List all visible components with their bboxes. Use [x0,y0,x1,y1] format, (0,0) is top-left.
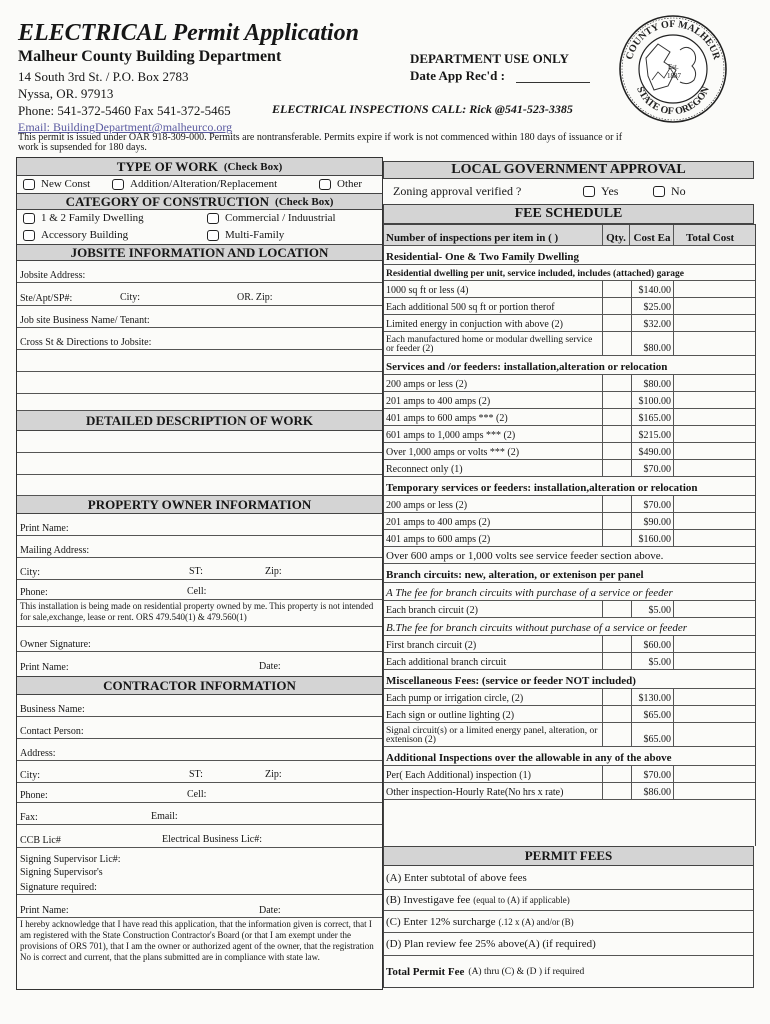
fee-qty-input[interactable] [602,332,632,355]
fee-description: Signal circuit(s) or a limited energy panel, alteration, or extenison (2) [386,726,598,745]
fee-qty-input[interactable] [602,601,632,617]
fee-price: $65.00 [643,734,671,745]
fee-description: 401 amps to 600 amps (2) [386,534,491,545]
col-qty-header: Qty. [602,225,630,245]
checkbox-icon[interactable] [207,230,219,241]
owner-print-row[interactable]: Print Name: Date: [20,661,281,673]
fee-qty-input[interactable] [602,281,632,297]
fee-row-item[interactable] [384,601,755,618]
type-of-work-heading: TYPE OF WORK (Check Box) [17,158,382,176]
fee-description: Over 600 amps or 1,000 volts see service feeder section above. [386,550,664,562]
fee-description: Each sign or outline lighting (2) [386,710,515,721]
fee-price: $32.00 [643,319,671,330]
fee-row-ital [384,618,755,636]
fee-qty-input[interactable] [602,636,632,652]
fee-description: 1000 sq ft or less (4) [386,285,469,296]
fee-total-input[interactable] [673,653,675,669]
cross-street-field[interactable]: Cross St & Directions to Jobsite: [17,328,382,350]
fee-price: $65.00 [643,710,671,721]
fee-price: $5.00 [648,605,671,616]
description-line[interactable] [17,475,382,496]
fee-qty-input[interactable] [602,689,632,705]
checkbox-new-const[interactable]: New Const [23,178,90,190]
fee-row-section [384,246,755,265]
fee-schedule-heading: FEE SCHEDULE [383,204,754,224]
department-name: Malheur County Building Department [18,48,282,65]
fee-price: $90.00 [643,517,671,528]
fee-description: First branch circuit (2) [386,640,477,651]
fee-description: 201 amps to 400 amps (2) [386,396,491,407]
fee-description: Other inspection-Hourly Rate(No hrs x rate) [386,787,564,798]
owner-heading: PROPERTY OWNER INFORMATION [17,496,382,514]
owner-city-row[interactable]: City: ST: Zip: [17,558,382,580]
fee-qty-input[interactable] [602,409,632,425]
contractor-heading: CONTRACTOR INFORMATION [17,676,382,695]
fee-row-item[interactable] [384,766,755,783]
owner-statement: This installation is being made on residential property owned by me. This property is not intended for sale,exchange, lease or rent. ORS 479.540(1) & 479.560(1) [17,600,382,627]
fee-price: $80.00 [643,343,671,354]
jobsite-address-field[interactable]: Jobsite Address: [17,261,382,283]
fee-row-section [384,670,755,689]
permit-fee-c[interactable]: (C) Enter 12% surcharge (.12 x (A) and/or (B) [384,911,753,933]
fee-description: Each branch circuit (2) [386,605,478,616]
fee-header-row [384,224,755,246]
svg-text:STATE OF OREGON: STATE OF OREGON [634,84,712,118]
fee-total-input[interactable] [673,530,675,546]
fee-total-input[interactable] [673,496,675,512]
fee-description: Services and /or feeders: installation,alteration or relocation [386,361,668,373]
checkbox-icon[interactable] [583,186,595,197]
date-received-label: Date App Rec'd : [410,68,505,83]
checkbox-multi-family[interactable]: Multi-Family [207,229,284,241]
permit-notice: This permit is issued under OAR 918-309-000. Permits are nontransferable. Permits expire if work is not commenced within 180 days of issuance or if work is supsended for 180 days. [18,132,623,153]
fee-description: Each pump or irrigation circle, (2) [386,693,524,704]
owner-mailing-field[interactable]: Mailing Address: [17,536,382,558]
fee-row-item[interactable] [384,636,755,653]
fee-qty-input[interactable] [602,496,632,512]
contractor-contact-field[interactable]: Contact Person: [17,717,382,739]
fee-qty-input[interactable] [602,653,632,669]
phone-line: Phone: 541-372-5460 Fax 541-372-5465 [18,103,231,118]
fee-row-section [384,356,755,375]
checkbox-icon[interactable] [112,179,124,190]
fee-qty-input[interactable] [602,426,632,442]
fee-row-item[interactable] [384,315,755,332]
fee-qty-input[interactable] [602,315,632,331]
fee-total-input[interactable] [673,783,675,799]
fee-row-item2[interactable] [384,723,755,747]
contractor-city-row[interactable]: City: ST: Zip: [17,761,382,783]
zoning-label: Zoning approval verified ? [393,184,522,198]
fee-total-input[interactable] [673,460,675,476]
fee-total-input[interactable] [673,298,675,314]
jobsite-city-row[interactable]: Ste/Apt/SP#: City: OR. Zip: [17,283,382,306]
fee-total-input[interactable] [673,332,675,355]
fee-row-ital [384,583,755,601]
contractor-fax-row[interactable]: Fax: Email: [17,803,382,825]
department-use-only: DEPARTMENT USE ONLY [410,51,569,66]
owner-signature-field[interactable]: Owner Signature: [17,627,382,652]
contractor-phone-row[interactable]: Phone: Cell: [17,783,382,803]
fee-row-item[interactable] [384,530,755,547]
contractor-business-field[interactable]: Business Name: [17,695,382,717]
checkbox-icon[interactable] [23,179,35,190]
acknowledgement-text: I hereby acknowledge that I have read this application, that the information given is correct, that I am registered with the State Construction Contractor's Board (or that I am exempt under the provisions of ORS 701), that I am the owner or authorized agent of the owner, that the registration No is correct and current, that the plans submitted are in compliance with state law. [17,917,382,989]
fee-description: Each additional branch circuit [386,657,507,668]
left-column [16,157,383,990]
blank-line[interactable] [17,372,382,394]
fee-row-item[interactable] [384,281,755,298]
supervisor-license-field[interactable]: Signing Supervisor Lic#: [20,854,121,865]
fee-row-item[interactable] [384,426,755,443]
fee-price: $490.00 [638,447,671,458]
email-link[interactable]: Email: BuildingDepartment@malheurco.org [18,120,233,134]
fee-qty-input[interactable] [602,783,632,799]
fee-qty-input[interactable] [602,392,632,408]
fee-row-item[interactable] [384,653,755,670]
owner-phone-row[interactable]: Phone: Cell: [17,580,382,600]
fee-total-input[interactable] [673,426,675,442]
description-line[interactable] [17,431,382,453]
permit-fees-box [383,846,754,988]
col-description-header: Number of inspections per item in ( ) [386,232,559,244]
address-line-2: Nyssa, OR. 97913 [18,86,114,101]
county-seal-icon [618,14,728,124]
checkbox-other[interactable]: Other [319,178,362,190]
fee-price: $160.00 [638,534,671,545]
fee-row-item2[interactable] [384,332,755,356]
fee-total-input[interactable] [673,723,675,746]
fee-row-section [384,564,755,583]
contractor-license-row[interactable]: CCB Lic# Electrical Business Lic#: [17,825,382,848]
fee-description: Branch circuits: new, alteration, or extenison per panel [386,569,644,581]
fee-price: $140.00 [638,285,671,296]
fee-qty-input[interactable] [602,460,632,476]
fee-description: Residential- One & Two Family Dwelling [386,251,580,263]
fee-row-item[interactable] [384,375,755,392]
checkbox-icon[interactable] [319,179,331,190]
permit-fee-b[interactable]: (B) Investigave fee (equal to (A) if applicable) [384,890,753,911]
fee-row-item[interactable] [384,409,755,426]
blank-line[interactable] [17,394,382,411]
fee-total-input[interactable] [673,392,675,408]
fee-qty-input[interactable] [602,723,632,746]
fee-price: $70.00 [643,770,671,781]
fee-row-item[interactable] [384,443,755,460]
description-line[interactable] [17,453,382,475]
fee-description: 601 amps to 1,000 amps *** (2) [386,430,516,441]
contractor-address-field[interactable]: Address: [17,739,382,761]
zoning-no-checkbox[interactable]: No [653,184,686,199]
fee-total-input[interactable] [673,375,675,391]
checkbox-addition[interactable]: Addition/Alteration/Replacement [112,178,277,190]
fee-row-note [384,265,755,281]
fee-total-input[interactable] [673,706,675,722]
fee-row-section [384,747,755,766]
fee-total-input[interactable] [673,636,675,652]
fee-qty-input[interactable] [602,443,632,459]
fee-qty-input[interactable] [602,766,632,782]
fee-table [383,224,756,846]
permit-fee-a[interactable]: (A) Enter subtotal of above fees [384,866,753,890]
fee-price: $25.00 [643,302,671,313]
fee-total-input[interactable] [673,601,675,617]
category-heading: CATEGORY OF CONSTRUCTION (Check Box) [17,193,382,210]
fee-row-item[interactable] [384,392,755,409]
approval-heading: LOCAL GOVERNMENT APPROVAL [383,161,754,179]
fee-price: $165.00 [638,413,671,424]
description-heading: DETAILED DESCRIPTION OF WORK [17,411,382,431]
fee-description: Per( Each Additional) inspection (1) [386,770,531,781]
checkbox-icon[interactable] [653,186,665,197]
fee-row-item[interactable] [384,513,755,530]
fee-total-input[interactable] [673,443,675,459]
fee-qty-input[interactable] [602,706,632,722]
supervisor-signature-label: Signing Supervisor's [20,866,103,878]
total-permit-fee[interactable]: Total Permit Fee (A) thru (C) & (D ) if required [386,965,585,978]
date-received-field[interactable] [516,82,590,83]
contractor-print-row[interactable]: Print Name: Date: [20,905,281,916]
fee-description: Reconnect only (1) [386,464,463,475]
fee-qty-input[interactable] [602,375,632,391]
fee-price: $5.00 [648,657,671,668]
supervisor-signature-field[interactable]: Signature required: [17,878,382,895]
checkbox-icon[interactable] [207,213,219,224]
fee-description: Residential dwelling per unit, service included, includes (attached) garage [386,269,685,279]
fee-price: $70.00 [643,464,671,475]
fee-row-section [384,477,755,496]
fee-price: $60.00 [643,640,671,651]
svg-text:1887: 1887 [667,72,681,80]
fee-total-input[interactable] [673,513,675,529]
checkbox-icon[interactable] [23,230,35,241]
checkbox-commercial[interactable]: Commercial / Induustrial [207,212,336,224]
jobsite-business-field[interactable]: Job site Business Name/ Tenant: [17,306,382,328]
fee-row-item[interactable] [384,783,755,800]
fee-total-input[interactable] [673,281,675,297]
fee-description: 401 amps to 600 amps *** (2) [386,413,508,424]
blank-line[interactable] [17,350,382,372]
fee-price: $80.00 [643,379,671,390]
fee-price: $70.00 [643,500,671,511]
col-total-header: Total Cost [686,232,735,244]
fee-total-input[interactable] [673,766,675,782]
right-column [383,157,754,988]
permit-fee-d[interactable]: (D) Plan review fee 25% above(A) (if required) [384,933,753,956]
fee-description: Miscellaneous Fees: (service or feeder NOT included) [386,675,636,687]
fee-row-item[interactable] [384,496,755,513]
permit-fees-heading: PERMIT FEES [384,847,753,866]
fee-description: Temporary services or feeders: installation,alteration or relocation [386,482,698,494]
svg-text:COUNTY OF MALHEUR: COUNTY OF MALHEUR [624,18,722,61]
fee-description: Each additional 500 sq ft or portion therof [386,302,555,313]
svg-text:Est.: Est. [668,63,679,71]
zoning-yes-checkbox[interactable]: Yes [583,184,618,199]
inspections-phone: ELECTRICAL INSPECTIONS CALL: Rick @541-523-3385 [272,102,573,116]
fee-description: 200 amps or less (2) [386,500,468,511]
fee-description: Additional Inspections over the allowable in any of the above [386,752,672,764]
fee-row-item[interactable] [384,706,755,723]
fee-description: B.The fee for branch circuits without purchase of a service or feeder [386,622,688,634]
fee-price: $100.00 [638,396,671,407]
fee-total-input[interactable] [673,689,675,705]
fee-row-plain [384,547,755,564]
fee-description: 201 amps to 400 amps (2) [386,517,491,528]
address-line-1: 14 South 3rd St. / P.O. Box 2783 [18,69,189,84]
fee-price: $130.00 [638,693,671,704]
fee-description: Each manufactured home or modular dwelling service or feeder (2) [386,335,593,354]
col-cost-header: Cost Ea [633,232,671,244]
fee-row-item[interactable] [384,460,755,477]
fee-description: A The fee for branch circuits with purchase of a service or feeder [386,587,673,599]
fee-qty-input[interactable] [602,298,632,314]
fee-description: 200 amps or less (2) [386,379,468,390]
fee-price: $86.00 [643,787,671,798]
jobsite-heading: JOBSITE INFORMATION AND LOCATION [17,244,382,261]
fee-qty-input[interactable] [602,513,632,529]
fee-row-item[interactable] [384,298,755,315]
fee-description: Limited energy in conjuction with above (2) [386,319,563,330]
checkbox-1-2-family[interactable]: 1 & 2 Family Dwelling [23,212,144,224]
fee-row-item[interactable] [384,689,755,706]
fee-price: $215.00 [638,430,671,441]
fee-total-input[interactable] [673,409,675,425]
owner-name-field[interactable]: Print Name: [17,514,382,536]
checkbox-accessory[interactable]: Accessory Building [23,229,128,241]
checkbox-icon[interactable] [23,213,35,224]
fee-description: Over 1,000 amps or volts *** (2) [386,447,520,458]
fee-qty-input[interactable] [602,530,632,546]
page-title: ELECTRICAL Permit Application [18,20,359,46]
fee-total-input[interactable] [673,315,675,331]
